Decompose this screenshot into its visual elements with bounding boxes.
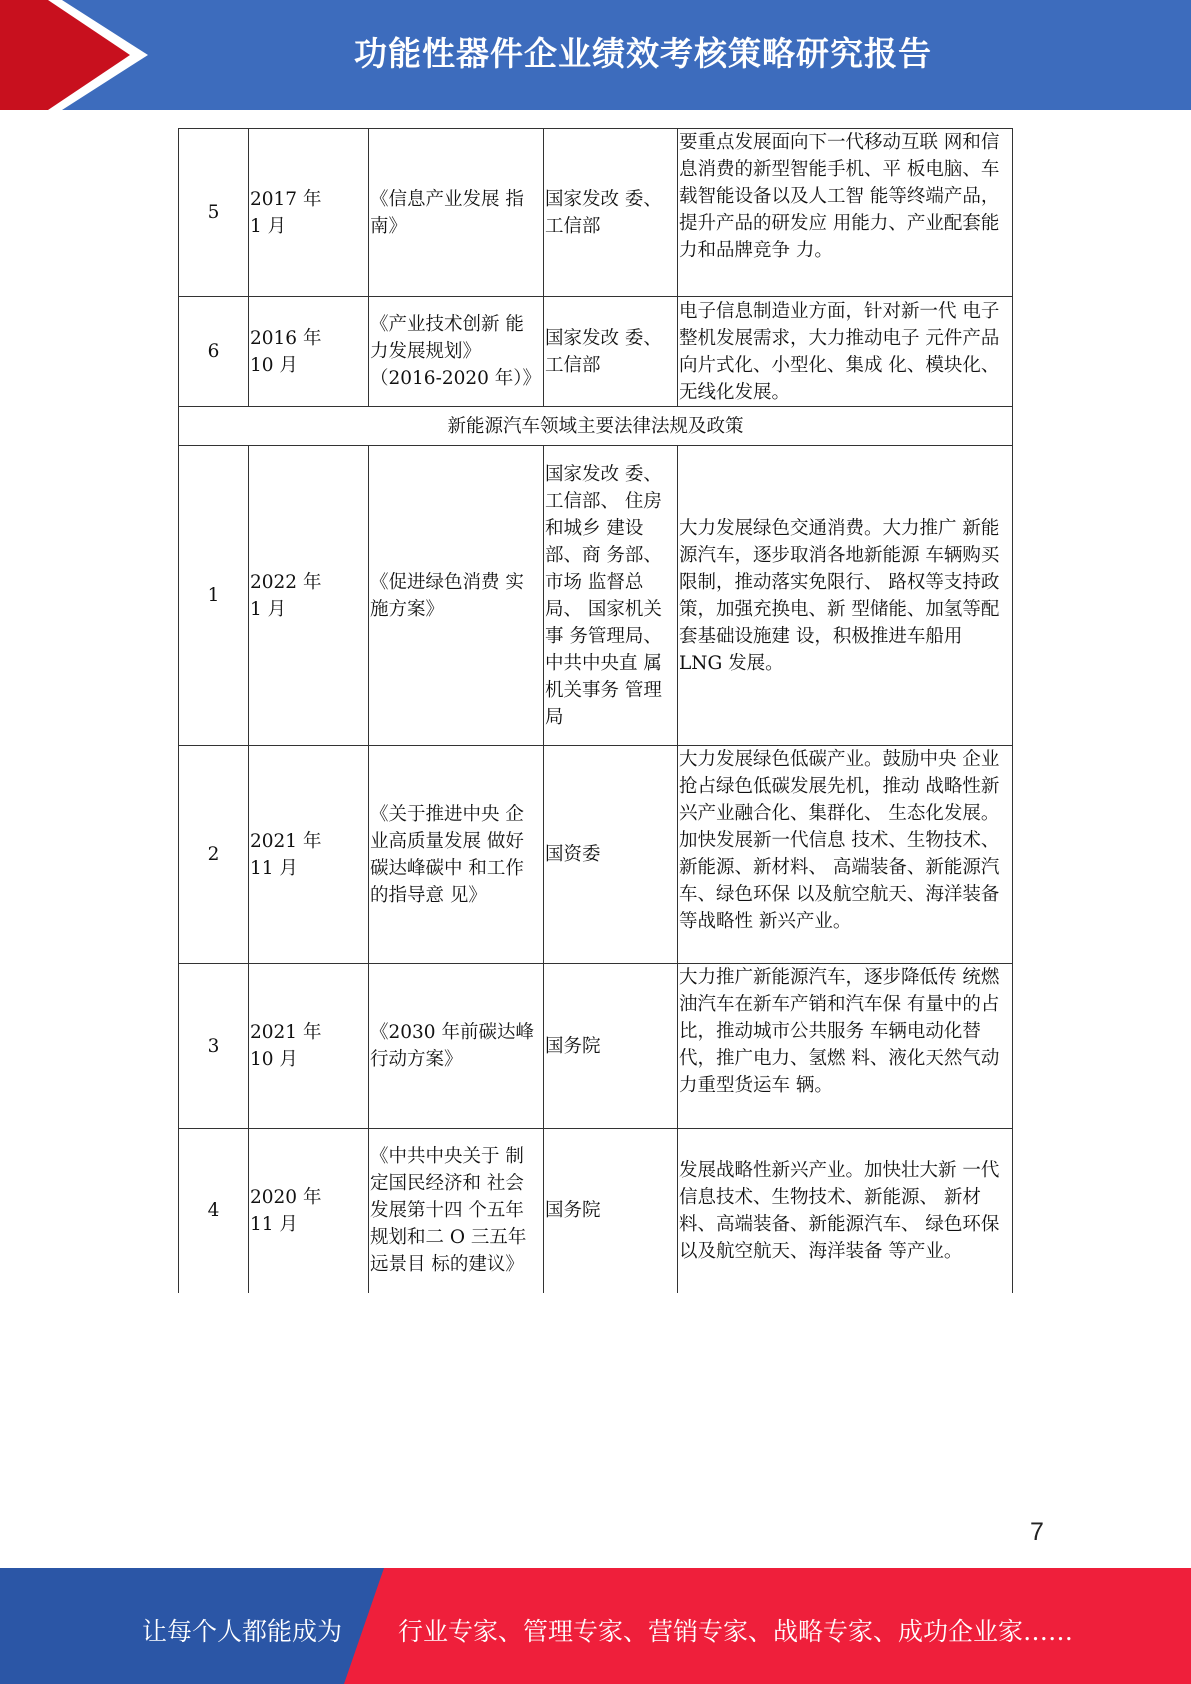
row-department: 国务院 [544,964,678,1129]
row-content: 大力发展绿色交通消费。大力推广 新能源汽车，逐步取消各地新能源 车辆购买限制，推动落实免限行、 路权等支持政策，加强充换电、新 型储能、加氢等配套基础设施建 设，积极推进车船用 LNG 发展。 [678,446,1013,746]
section-title: 新能源汽车领域主要法律法规及政策 [179,407,1013,446]
table-row [179,129,1013,297]
table-section-row [179,407,1013,446]
row-policy-name: 《产业技术创新 能力发展规划》（2016-2020 年）》 [369,297,544,407]
row-department: 国家发改 委、工信部 [544,297,678,407]
row-date: 2016 年 10 月 [249,297,369,407]
row-policy-name: 《中共中央关于 制定国民经济和 社会发展第十四 个五年规划和二 O 三五年远景目 标的建议》 [369,1129,544,1293]
row-number: 1 [179,446,249,746]
row-department: 国家发改 委、工信部 [544,129,678,297]
page-header [0,0,1191,110]
row-policy-name: 《促进绿色消费 实施方案》 [369,446,544,746]
row-content: 大力发展绿色低碳产业。鼓励中央 企业抢占绿色低碳发展先机，推动 战略性新兴产业融合化、集群化、 生态化发展。加快发展新一代信息 技术、生物技术、新能源、新材料、 高端装备、新能源汽车、绿色环保 以及航空航天、海洋装备等战略性 新兴产业。 [678,746,1013,964]
row-number: 3 [179,964,249,1129]
row-content: 大力推广新能源汽车，逐步降低传 统燃油汽车在新车产销和汽车保 有量中的占比，推动城市公共服务 车辆电动化替代，推广电力、氢燃 料、液化天然气动力重型货运车 辆。 [678,964,1013,1129]
row-policy-name: 《关于推进中央 企业高质量发展 做好碳达峰碳中 和工作的指导意 见》 [369,746,544,964]
footer-slogan-left: 让每个人都能成为 [142,1617,343,1646]
footer-slogan-right: 行业专家、管理专家、营销专家、战略专家、成功企业家…… [398,1617,1074,1646]
row-number: 6 [179,297,249,407]
table-row [179,297,1013,407]
table-row [179,446,1013,746]
row-date: 2017 年 1 月 [249,129,369,297]
table-row [179,1129,1013,1293]
row-content: 要重点发展面向下一代移动互联 网和信息消费的新型智能手机、平 板电脑、车载智能设备以及人工智 能等终端产品，提升产品的研发应 用能力、产业配套能力和品牌竞争 力。 [678,129,1013,297]
document-title: 功能性器件企业绩效考核策略研究报告 [354,34,932,73]
row-content: 发展战略性新兴产业。加快壮大新 一代信息技术、生物技术、新能源、 新材料、高端装备、新能源汽车、 绿色环保以及航空航天、海洋装备 等产业。 [678,1129,1013,1293]
row-date: 2020 年 11 月 [249,1129,369,1293]
table-row [179,964,1013,1129]
row-content: 电子信息制造业方面，针对新一代 电子整机发展需求，大力推动电子 元件产品向片式化、小型化、集成 化、模块化、无线化发展。 [678,297,1013,407]
row-number: 5 [179,129,249,297]
page-number: 7 [1030,1518,1044,1546]
row-date: 2021 年 11 月 [249,746,369,964]
row-department: 国家发改 委、工信部、 住房和城乡 建设部、商 务部、市场 监督总局、 国家机关事 务管理局、中共中央直 属机关事务 管理局 [544,446,678,746]
row-department: 国资委 [544,746,678,964]
table-row [179,746,1013,964]
row-department: 国务院 [544,1129,678,1293]
row-date: 2021 年 10 月 [249,964,369,1129]
page-footer [0,1568,1191,1684]
row-number: 4 [179,1129,249,1293]
row-policy-name: 《信息产业发展 指南》 [369,129,544,297]
row-date: 2022 年 1 月 [249,446,369,746]
row-policy-name: 《2030 年前碳达峰行动方案》 [369,964,544,1129]
policy-table [178,128,1013,1293]
row-number: 2 [179,746,249,964]
